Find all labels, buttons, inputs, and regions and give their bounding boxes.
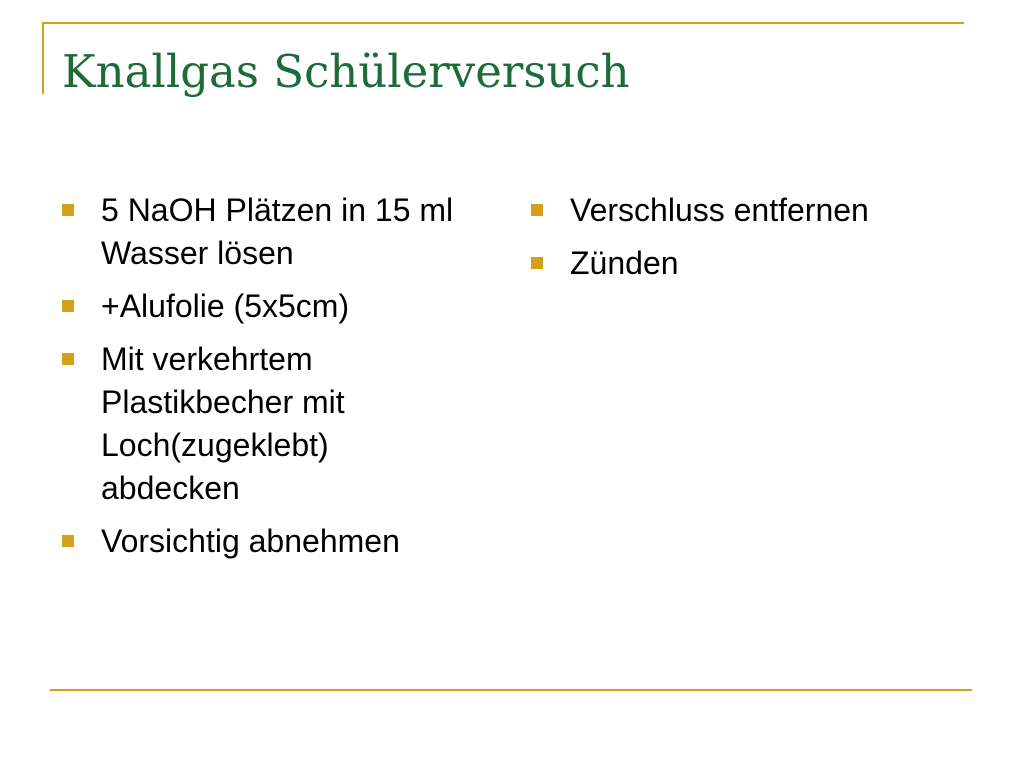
list-item xyxy=(62,189,462,275)
bottom-rule xyxy=(50,689,972,691)
left-bullet-list xyxy=(62,189,462,573)
list-item-text: +Alufolie (5x5cm) xyxy=(101,288,350,324)
square-bullet-icon xyxy=(62,535,74,547)
right-bullet-list xyxy=(531,189,971,295)
list-item-text: Vorsichtig abnehmen xyxy=(101,523,400,559)
top-rule xyxy=(42,22,964,24)
list-item-text: Verschluss entfernen xyxy=(570,192,869,228)
list-item-text: Zünden xyxy=(570,245,679,281)
square-bullet-icon xyxy=(62,204,74,216)
square-bullet-icon xyxy=(62,353,74,365)
list-item xyxy=(62,520,462,563)
left-rule xyxy=(42,22,44,94)
slide-title: Knallgas Schülerversuch xyxy=(62,45,630,98)
list-item-text: Mit verkehrtem Plastikbecher mit Loch(zugeklebt) abdecken xyxy=(101,341,345,506)
list-item xyxy=(531,189,971,232)
list-item xyxy=(531,242,971,285)
square-bullet-icon xyxy=(62,300,74,312)
square-bullet-icon xyxy=(531,204,543,216)
list-item-text: 5 NaOH Plätzen in 15 ml Wasser lösen xyxy=(101,192,454,271)
list-item xyxy=(62,338,462,510)
square-bullet-icon xyxy=(531,257,543,269)
list-item xyxy=(62,285,462,328)
